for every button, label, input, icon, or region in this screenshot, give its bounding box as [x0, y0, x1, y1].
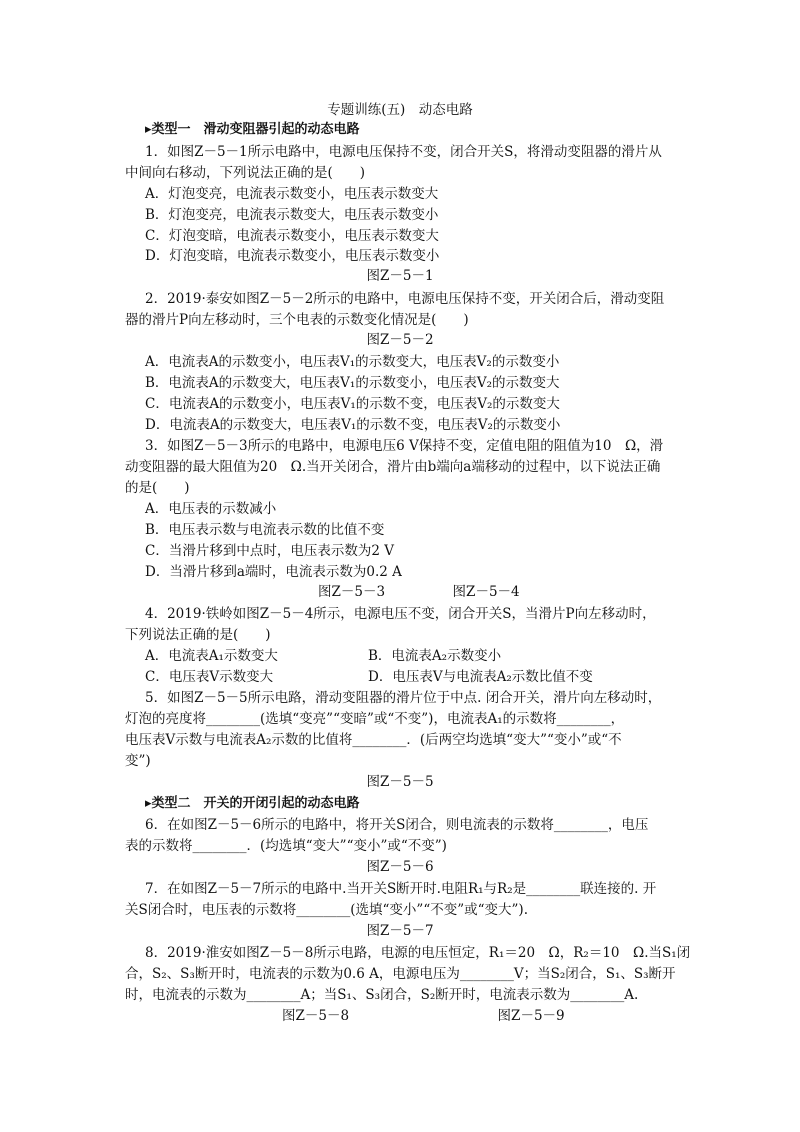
figure-caption-7: 图Z－5－7 — [366, 923, 434, 939]
question-1-text-cont: 中间向右移动，下列说法正确的是( ) — [125, 165, 366, 181]
question-2-text: 2．2019·泰安如图Z－5－2所示的电路中，电源电压保持不变，开关闭合后，滑动变阻 — [145, 291, 665, 307]
question-4-option-a: A．电流表A₁示数变大 — [145, 648, 278, 664]
figure-caption-6: 图Z－5－6 — [366, 859, 434, 875]
question-3-text-cont: 动变阻器的最大阻值为20 Ω.当开关闭合，滑片由b端向a端移动的过程中，以下说法正确 — [125, 459, 661, 475]
section-heading-2: ▸类型二 开关的开闭引起的动态电路 — [145, 796, 360, 811]
question-3-option-c: C．当滑片移到中点时，电压表示数为2 V — [145, 543, 394, 559]
question-1-text: 1．如图Z－5－1所示电路中，电源电压保持不变，闭合开关S，将滑动变阻器的滑片从 — [145, 144, 662, 160]
question-1-option-d: D．灯泡变暗，电流表示数变小，电压表示数变小 — [145, 248, 440, 264]
question-1-option-a: A．灯泡变亮，电流表示数变小，电压表示数变大 — [145, 186, 439, 202]
question-7-text: 7．在如图Z－5－7所示的电路中.当开关S断开时.电阻R₁与R₂是________联连接的. 开 — [145, 881, 657, 897]
figure-captions-3-4: 图Z－5－3 图Z－5－4 — [318, 584, 520, 600]
question-4-option-b: B．电流表A₂示数变小 — [368, 648, 502, 664]
question-1-option-b: B．灯泡变亮，电流表示数变大，电压表示数变小 — [145, 207, 439, 223]
question-3-text: 3．如图Z－5－3所示的电路中，电源电压6 V保持不变，定值电阻的阻值为10 Ω，滑 — [145, 438, 664, 454]
question-5-text: 5．如图Z－5－5所示电路，滑动变阻器的滑片位于中点. 闭合开关，滑片向左移动时， — [145, 690, 662, 706]
question-2-option-a: A．电流表A的示数变小，电压表V₁的示数变大，电压表V₂的示数变小 — [145, 354, 560, 370]
question-8-text: 8．2019·淮安如图Z－5－8所示电路，电源的电压恒定，R₁＝20 Ω，R₂＝10 Ω.当S₁闭 — [145, 945, 691, 961]
question-2-option-c: C．电流表A的示数变小，电压表V₁的示数不变，电压表V₂的示数变大 — [145, 396, 560, 412]
question-5-text-cont: 灯泡的亮度将________(选填“变亮”“变暗”或“不变”)，电流表A₁的示数将________， — [125, 711, 625, 727]
question-1-option-c: C．灯泡变暗，电流表示数变小，电压表示数变大 — [145, 228, 439, 244]
question-4-option-c: C．电压表V示数变大 — [145, 669, 274, 685]
question-3-option-b: B．电压表示数与电流表示数的比值不变 — [145, 522, 385, 538]
question-3-option-d: D．当滑片移到a端时，电流表示数为0.2 A — [145, 564, 402, 580]
question-4-option-d: D．电压表V与电流表A₂示数比值不变 — [368, 669, 593, 685]
question-5-text-cont3: 变”) — [125, 753, 151, 769]
question-6-text: 6．在如图Z－5－6所示的电路中，将开关S闭合，则电流表的示数将________，电压 — [145, 817, 649, 833]
question-6-text-cont: 表的示数将________．(均选填“变大”“变小”或“不变”) — [125, 838, 447, 854]
question-7-text-cont: 关S闭合时，电压表的示数将________(选填“变小”“不变”或“变大”). — [125, 902, 528, 918]
question-2-option-d: D．电流表A的示数变大，电压表V₁的示数不变，电压表V₂的示数变小 — [145, 417, 561, 433]
question-4-text-cont: 下列说法正确的是( ) — [125, 627, 271, 643]
figure-captions-8-9: 图Z－5－8 图Z－5－9 — [282, 1008, 565, 1024]
question-8-text-cont: 合，S₂、S₃断开时，电流表的示数为0.6 A，电源电压为________V；当S₂闭合，S₁、S₃断开 — [125, 966, 676, 982]
figure-caption-1: 图Z－5－1 — [366, 268, 434, 284]
question-3-option-a: A．电压表的示数减小 — [145, 501, 277, 517]
question-2-option-b: B．电流表A的示数变大，电压表V₁的示数变小，电压表V₂的示数变大 — [145, 375, 560, 391]
question-2-text-cont: 器的滑片P向左移动时，三个电表的示数变化情况是( ) — [125, 312, 469, 328]
figure-caption-5: 图Z－5－5 — [366, 774, 434, 790]
page-title: 专题训练(五) 动态电路 — [327, 102, 473, 118]
section-heading-1: ▸类型一 滑动变阻器引起的动态电路 — [145, 122, 360, 137]
figure-caption-2: 图Z－5－2 — [366, 332, 434, 348]
question-5-text-cont2: 电压表V示数与电流表A₂示数的比值将________．(后两空均选填“变大”“变小”或“不 — [125, 732, 622, 748]
question-3-text-cont2: 的是( ) — [125, 480, 190, 496]
question-8-text-cont2: 时，电流表的示数为________A；当S₁、S₃闭合，S₂断开时，电流表示数为________A. — [125, 987, 639, 1003]
question-4-text: 4．2019·铁岭如图Z－5－4所示，电源电压不变，闭合开关S，当滑片P向左移动时， — [145, 606, 656, 622]
